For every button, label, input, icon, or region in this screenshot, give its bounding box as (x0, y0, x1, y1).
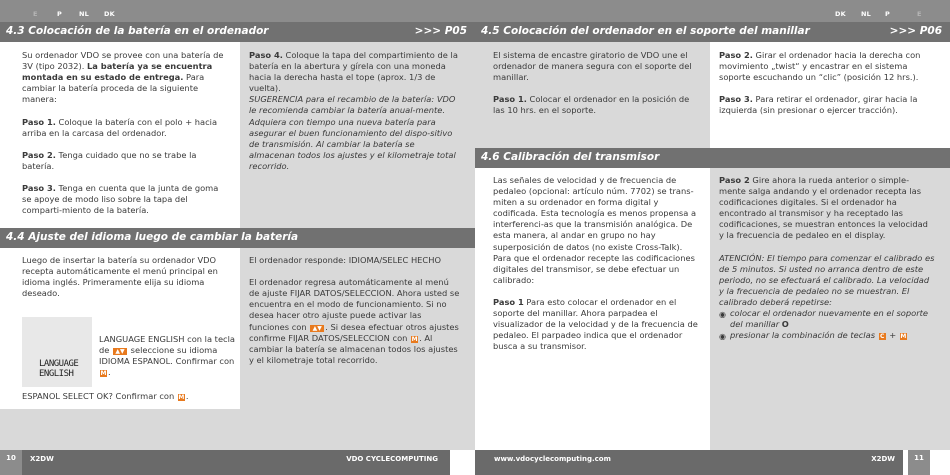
step-3: Paso 3. Para retirar el ordenador, girar hacia la izquierda (sin presionar o ejercer tracción). (719, 94, 918, 116)
list-item: ◉ colocar el ordenador nuevamente en el soporte del manillar O (719, 308, 928, 330)
calibration-intro: Las señales de velocidad y de frecuencia de pedaleo (opcional: artículo núm. 7702) se trans-miten a su ordenador en forma digital y codificada. Esta tecnología es menos propensa a interferenci-as que la transmisión analógica. De esta manera, al andar en grupo no hay superposición de datos (no existe Cross-Talk). Para que el ordenador recepte las codificaciones digitales del transmisor, se debe efectuar un calibrado: (493, 175, 697, 285)
model-name: X2DW (30, 455, 54, 463)
lang-tab[interactable]: P (57, 10, 62, 18)
footer-left (22, 450, 450, 475)
step-1: Paso 1. Coloque la batería con el polo + hacia arriba en la carcasa del ordenador. (22, 116, 218, 138)
up-down-keys-icon: ▲▼ (113, 348, 127, 355)
lang-tab[interactable]: NL (79, 10, 89, 18)
section-title: 4.6 Calibración del transmisor (481, 151, 660, 163)
page-number: 10 (0, 450, 22, 475)
m-key-icon: M (100, 370, 107, 378)
section-4-6-right (719, 175, 935, 341)
language-select-text: LANGUAGE ENGLISH con la tecla de ▲▼ seleccione su idioma IDIOMA ESPANOL. Confirmar con M . (99, 334, 235, 378)
step-4: Paso 4. Coloque la tapa del compartimiento de la batería en la abertura y gírela con una moneda hacia la derecha hasta el tope (aprox. 1/3 de vuelta). (249, 50, 458, 94)
lcd-line: ENGLISH (39, 369, 74, 379)
calibration-note: ATENCIÓN: El tiempo para comenzar el calibrado es de 5 minutos. Si usted no arranca dentro de este periodo, no se efectuará el calibrado. La velocidad y la frecuencia de pedaleo no se muestran. El calibrado deberá repetirse: (719, 252, 935, 308)
lang-tab[interactable]: DK (104, 10, 115, 18)
lang-tab[interactable]: E (33, 10, 38, 18)
section-4-5-left (493, 50, 701, 117)
model-name: X2DW (871, 455, 895, 463)
step-2: Paso 2. Tenga cuidado que no se trabe la batería. (22, 149, 197, 171)
computer-response: El ordenador responde: IDIOMA/SELEC HECHO (249, 255, 441, 265)
step-2: Paso 2 Gire ahora la rueda anterior o simple-mente salga andando y el ordenador recepta las codificaciones digitales. Si el ordenador ha encontrado al transmisor y ha receptado las codificaciones, se muestran entonces la velocidad y la frecuencia de pedaleo en el display. (719, 175, 928, 241)
intro-paragraph: Su ordenador VDO se provee con una batería de 3V (tipo 2032). La batería ya se encuentra montada en su estado de entrega. Para cambiar la batería proceda de la siguiente manera: (22, 50, 224, 105)
bullet-icon: ◉ (719, 332, 726, 342)
step-1: Paso 1. Colocar el ordenador en la posición de las 10 hrs. en el soporte. (493, 94, 690, 116)
lang-tab[interactable]: DK (835, 10, 846, 18)
m-key-icon: M (178, 394, 185, 401)
section-4-4-right (249, 255, 461, 366)
lang-tab[interactable]: P (885, 10, 890, 18)
repeat-options-list (719, 308, 935, 341)
bullet-icon: ◉ (719, 310, 726, 320)
list-item: ◉ presionar la combinación de teclas C + M (719, 330, 907, 342)
panel-bg (0, 409, 240, 450)
section-4-5-right (719, 50, 933, 117)
lang-tab[interactable]: NL (861, 10, 871, 18)
website-url[interactable]: www.vdocyclecomputing.com (494, 455, 611, 463)
lcd-line: LANGUAGE (39, 359, 79, 369)
lang-tab[interactable]: E (917, 10, 922, 18)
section-title: 4.4 Ajuste del idioma luego de cambiar la batería (6, 231, 299, 243)
section-header-4-3 (0, 22, 475, 42)
language-bar-right (475, 0, 950, 22)
step-3: Paso 3. Tenga en cuenta que la junta de goma se apoye de modo liso sobre la tapa del comparti-miento de la batería. (22, 183, 219, 216)
section-header-4-6 (475, 148, 950, 168)
lcd-display-image (22, 317, 92, 387)
section-4-3-left (22, 50, 230, 216)
mount-intro: El sistema de encastre giratorio de VDO une el ordenador de manera segura con el soporte del manillar. (493, 50, 692, 83)
section-title: 4.5 Colocación del ordenador en el soporte del manillar (481, 25, 810, 37)
m-key-icon: M (900, 333, 907, 341)
footer-right (475, 450, 903, 475)
step-1: Paso 1 Para esto colocar el ordenador en el soporte del manillar. Ahora parpadea el visualizador de la velocidad y de la frecuencia de pedaleo. El parpadeo indica que el ordenador busca a su transmisor. (493, 297, 698, 352)
up-down-keys-icon: ▲▼ (310, 325, 324, 332)
language-confirm-text: ESPANOL SELECT OK? Confirmar con M . (22, 391, 189, 401)
page-number: 11 (908, 450, 930, 475)
c-key-icon: C (879, 333, 885, 341)
battery-hint: SUGERENCIA para el recambio de la batería: VDO le recomienda cambiar la batería anual-mente. Adquiera con tiempo una nueva batería para asegurar el buen funcionamiento del dispo-sitivo de transmisión. Al cambiar la batería se almacenan todos los ajustes y el kilometraje total recorrido. (249, 94, 456, 171)
language-intro: Luego de insertar la batería su ordenador VDO recepta automáticamente el menú principal en idioma inglés. Primeramente elija su idioma deseado. (22, 255, 218, 299)
section-header-4-5 (475, 22, 950, 42)
language-bar-left (0, 0, 475, 22)
brand-name: VDO CYCLECOMPUTING (346, 455, 438, 463)
section-header-4-4 (0, 228, 475, 248)
section-4-3-right (249, 50, 461, 172)
page-reference: >>> P06 (889, 25, 942, 37)
section-4-6-left (493, 175, 703, 353)
section-title: 4.3 Colocación de la batería en el ordenador (6, 25, 269, 37)
settings-return-paragraph: El ordenador regresa automáticamente al menú de ajuste FIJAR DATOS/SELECCION. Ahora usted se encuentra en el modo de funcionamiento. Si no desea hacer otro ajuste puede activar las funciones con ▲▼ . Si desea efectuar otros ajustes confirme FIJAR DATOS/SELECCION con M . Al cambiar la batería se almacenan todos los ajustes y el kilometraje total recorrido. (249, 277, 460, 365)
section-4-4-left (22, 255, 230, 299)
page-reference: >>> P05 (414, 25, 467, 37)
step-2: Paso 2. Girar el ordenador hacia la derecha con movimiento „twist“ y encastrar en el sistema soporte escuchando un “clic” (posición 12 hrs.). (719, 50, 921, 83)
m-key-icon: M (411, 335, 418, 343)
